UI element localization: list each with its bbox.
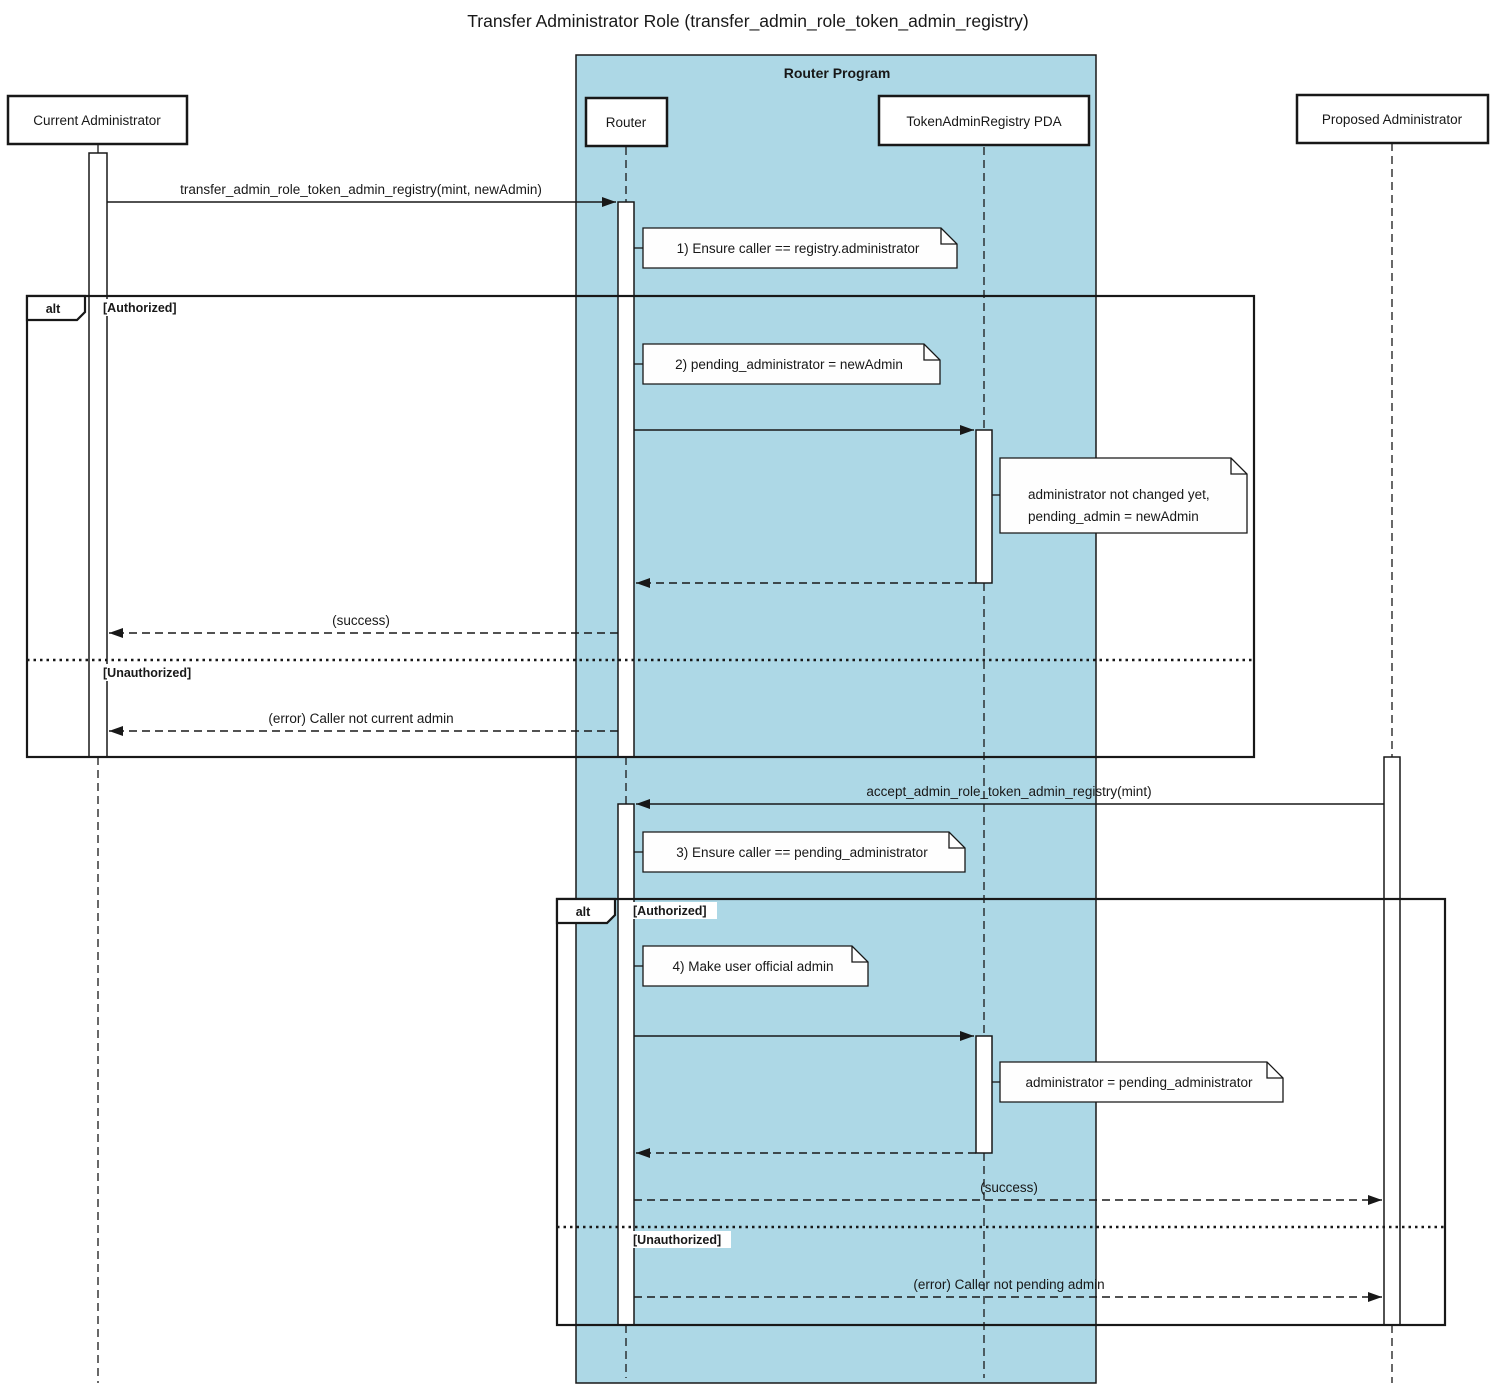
note-ensure-pending-admin-label: 3) Ensure caller == pending_administrator <box>676 845 928 860</box>
message-accept-success-label: (success) <box>980 1180 1038 1195</box>
note-pending-state-line1: administrator not changed yet, <box>1028 487 1210 502</box>
participant-proposed-admin-label: Proposed Administrator <box>1321 112 1463 127</box>
router-program-frame-label: Router Program <box>783 65 891 81</box>
activation-router-1 <box>618 202 634 757</box>
message-transfer-success-label: (success) <box>332 613 390 628</box>
note-ensure-current-admin-label: 1) Ensure caller == registry.administrator <box>676 241 920 256</box>
diagram-title: Transfer Administrator Role (transfer_admin_role_token_admin_registry) <box>467 11 1029 31</box>
alt-frame-accept-unauthorized-label: [Unauthorized] <box>633 1233 722 1247</box>
note-admin-updated-label: administrator = pending_administrator <box>1025 1075 1253 1090</box>
message-accept-call-label: accept_admin_role_token_admin_registry(mint) <box>866 784 1152 799</box>
note-make-official-label: 4) Make user official admin <box>672 959 834 974</box>
note-pending-state-line2: pending_admin = newAdmin <box>1028 509 1199 524</box>
alt-frame-transfer-unauthorized-label: [Unauthorized] <box>103 666 192 680</box>
participant-registry-pda-label: TokenAdminRegistry PDA <box>906 114 1062 129</box>
note-set-pending-label: 2) pending_administrator = newAdmin <box>675 357 903 372</box>
message-transfer-error-label: (error) Caller not current admin <box>268 711 454 726</box>
participant-current-admin-label: Current Administrator <box>33 113 161 128</box>
alt-frame-transfer-authorized-label: [Authorized] <box>103 301 177 315</box>
alt-frame-accept-authorized-label: [Authorized] <box>633 904 707 918</box>
message-accept-error-label: (error) Caller not pending admin <box>913 1277 1105 1292</box>
alt-frame-transfer-operator: alt <box>45 302 61 316</box>
activation-proposed-admin <box>1384 757 1400 1325</box>
participant-router-label: Router <box>605 115 647 130</box>
activation-registry-pda-1 <box>976 430 992 583</box>
message-transfer-call-label: transfer_admin_role_token_admin_registry(mint, newAdmin) <box>180 182 542 197</box>
activation-registry-pda-2 <box>976 1036 992 1153</box>
alt-frame-accept-operator: alt <box>575 905 591 919</box>
